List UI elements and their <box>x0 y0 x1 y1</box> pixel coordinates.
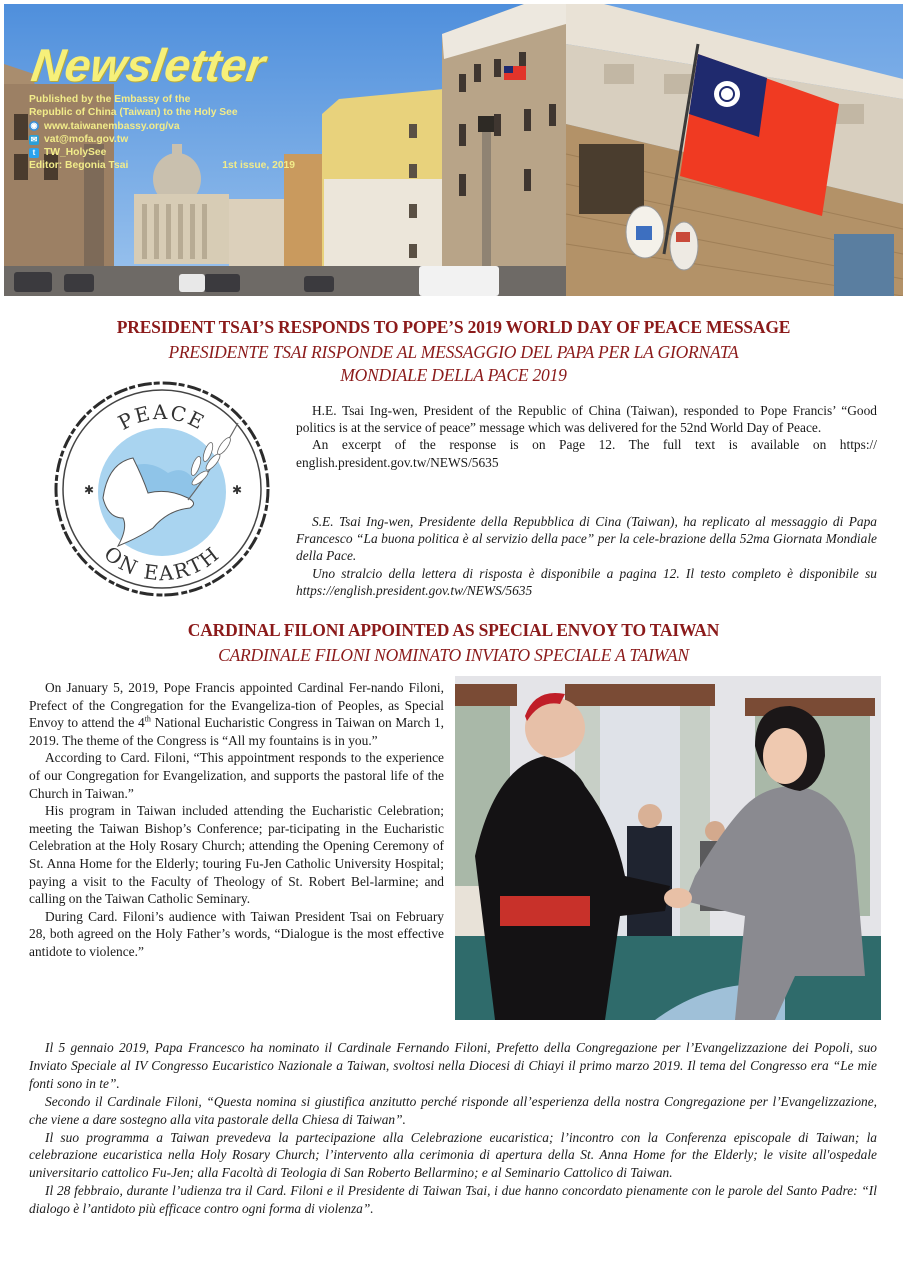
article2-it-paragraph: Il 28 febbraio, durante l’udienza tra il Card. Filoni e il Presidente di Taiwan Tsai, i due hanno concordato pienamente con le parole del Santo Padre: “Il dialogo è l’antidoto più efficace contro ogni forma di violenza”. <box>29 1183 877 1217</box>
article1-body-en <box>296 402 877 471</box>
twitter-link-row[interactable] <box>29 146 299 159</box>
article2-body-en <box>29 679 444 961</box>
article2-it-paragraph: Il suo programma a Taiwan prevedeva la partecipazione alla Celebrazione eucaristica; l’incontro con la Conferenza episcopale di Taiwan; la celebrazione eucaristica nella Holy Rosary Church; l’intervento alla cerimonia di apertura della St. Anna Home for the Elderly; le visite all'ospedale universitario cattolico Fu-Jen; alla Facoltà di Teologia di San Roberto Bellarmino; e al Seminario Cattolico di Taiwan. <box>29 1129 877 1181</box>
article2-it-paragraph: Il 5 gennaio 2019, Papa Francesco ha nominato il Cardinale Fernando Filoni, Prefetto della Congregazione per l’Evangelizzazione dei Popoli, suo Inviato Speciale al IV Congresso Eucaristico Nazionale a Taiwan, svoltosi nella Diocesi di Chiayi il primo marzo 2019. Il tema del Congresso era “Le mie fonti sono in te”. <box>29 1040 877 1091</box>
article1-en-paragraph: H.E. Tsai Ing-wen, President of the Republic of China (Taiwan), responded to Pope Francis’ “Good politics is at the service of peace” message which was delivered for the 52nd World Day of Peace. <box>296 403 877 436</box>
article1-title-it-line2: MONDIALE DELLA PACE 2019 <box>340 365 567 385</box>
article1-body-it <box>296 513 877 599</box>
email-link[interactable]: vat@mofa.gov.tw <box>44 133 129 145</box>
publisher-line-2: Republic of China (Taiwan) to the Holy See <box>29 107 238 119</box>
mail-icon: ✉ <box>30 134 38 144</box>
logo-text-peace: PEACE <box>114 399 210 435</box>
article1-it-paragraph: Uno stralcio della lettera di risposta è disponibile a pagina 12. Il testo completo è disponibile su https://english.president.gov.tw/NEWS/5635 <box>296 565 877 598</box>
peace-on-earth-logo <box>48 378 276 600</box>
article2-en-paragraph: According to Card. Filoni, “This appointment responds to the experience of our Congregation for Evangelization, and supports the pastoral life of the Church in Taiwan.” <box>29 750 444 801</box>
email-link-row[interactable] <box>29 133 299 146</box>
website-link-row[interactable] <box>29 120 299 133</box>
website-link[interactable]: www.taiwanembassy.org/va <box>44 120 180 132</box>
publication-info <box>29 93 299 173</box>
svg-text:✱: ✱ <box>84 483 95 497</box>
editor-issue-row <box>29 159 299 172</box>
header-banner <box>4 4 903 296</box>
article1-en-paragraph: An excerpt of the response is on Page 12. The full text is available on https:// english.president.gov.tw/NEWS/5635 <box>296 437 877 470</box>
article2-title-it: CARDINALE FILONI NOMINATO INVIATO SPECIALE A TAIWAN <box>218 645 689 665</box>
article2-body-it <box>29 1039 877 1218</box>
article1-title-en: PRESIDENT TSAI’S RESPONDS TO POPE’S 2019 WORLD DAY OF PEACE MESSAGE <box>116 317 791 337</box>
article2-it-paragraph: Secondo il Cardinale Filoni, “Questa nomina si giustifica anzitutto perché risponde all’esperienza della nostra Congregazione per l’Evangelizzazione, che viene a dare sostegno alla vita pastorale della Chiesa di Taiwan”. <box>29 1093 877 1127</box>
article1-it-paragraph: S.E. Tsai Ing-wen, Presidente della Repubblica di Cina (Taiwan), ha replicato al messaggio di Papa Francesco “La buona politica è al servizio della pace” per la cele-brazione della 52ma Giornata Mondiale della Pace. <box>296 514 877 564</box>
twitter-icon: t <box>29 148 39 158</box>
editor-name: Editor: Begonia Tsai <box>29 160 129 172</box>
article2-en-paragraph: During Card. Filoni’s audience with Taiwan President Tsai on February 28, both agreed on the Holy Father’s words, “Dialogue is the most effective antidote to violence.” <box>29 908 444 959</box>
article2-en-paragraph: His program in Taiwan included attending the Eucharistic Celebration; meeting the Taiwan Bishop’s Conference; par-ticipating in the Eucharistic Celebration at the Holy Rosary Church; attending the Opening Ceremony of St. Anna Home for the Elderly; touring Fu-Jen Catholic University Hospital; paying a visit to the Faculty of Theology of St. Robert Bel-larmine; and calling on the Taiwan Catholic Seminary. <box>29 803 444 907</box>
twitter-handle[interactable]: TW_HolySee <box>44 147 107 159</box>
masthead-title: Newsletter <box>28 39 269 91</box>
globe-icon: ◉ <box>30 121 38 131</box>
logo-text-on-earth: ON EARTH <box>99 541 225 586</box>
article1-title-it-line1: PRESIDENTE TSAI RISPONDE AL MESSAGGIO DEL PAPA PER LA GIORNATA <box>168 342 739 362</box>
article2-title-en: CARDINAL FILONI APPOINTED AS SPECIAL ENVOY TO TAIWAN <box>187 620 720 640</box>
publisher-line-1: Published by the Embassy of the <box>29 94 191 105</box>
cardinal-president-handshake-photo <box>455 676 881 1020</box>
svg-text:✱: ✱ <box>232 483 243 497</box>
article2-en-paragraph: On January 5, 2019, Pope Francis appointed Cardinal Fer-nando Filoni, Prefect of the Congregation for the Evangeliza-tion of Peoples, as Special Envoy to attend the 4th National Eucharistic Congress in Taiwan on March 1, 2019. The theme of the Congress is “All my fountains is in you.” <box>29 680 444 748</box>
issue-label: 1st issue, 2019 <box>222 160 295 172</box>
